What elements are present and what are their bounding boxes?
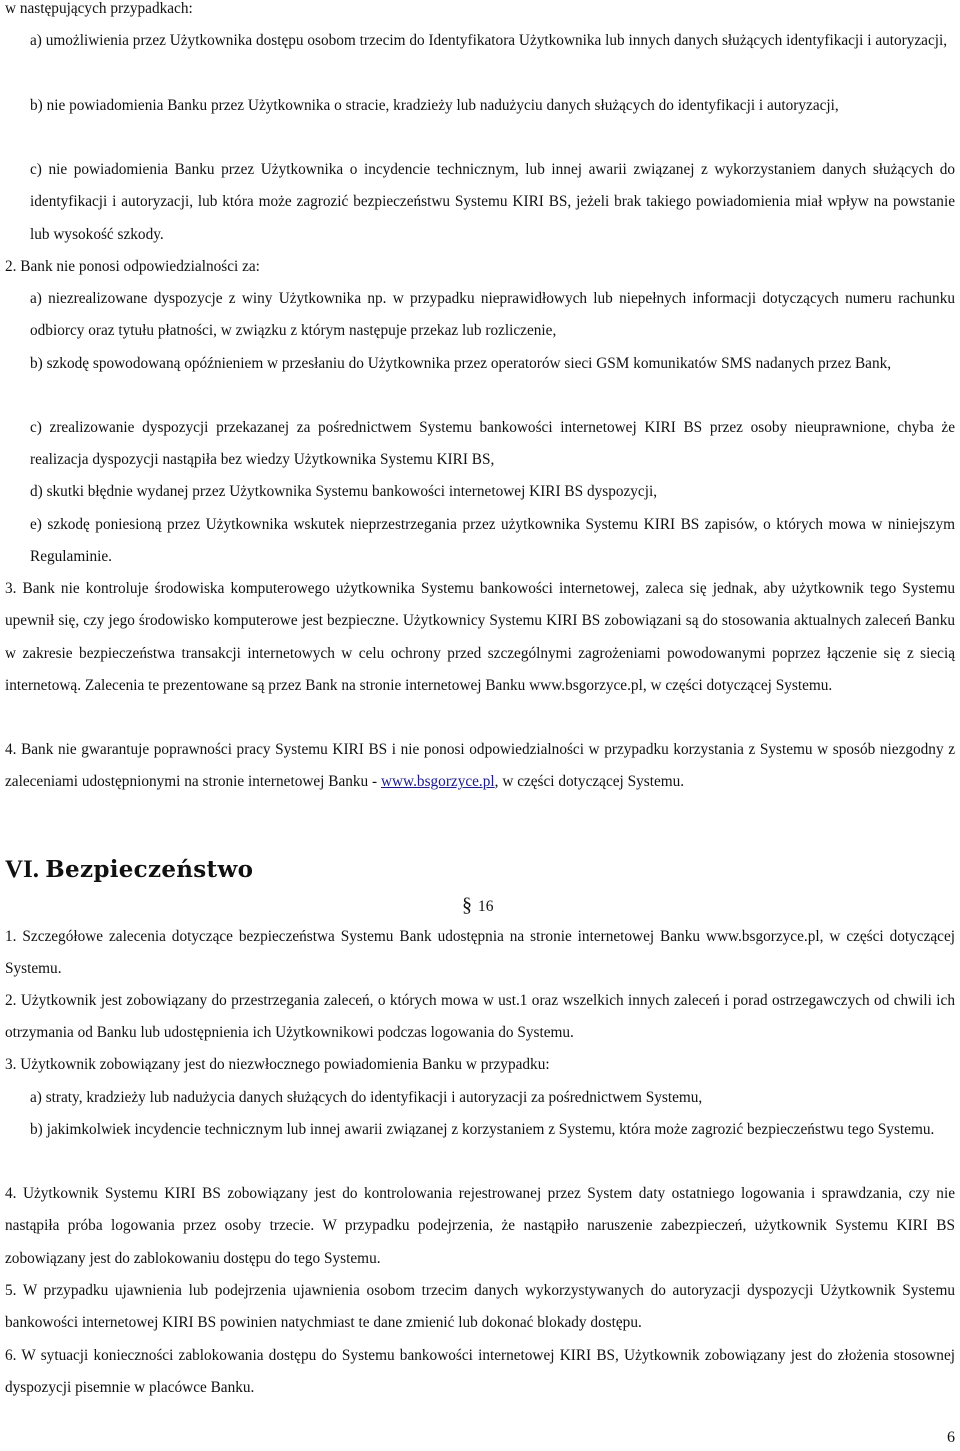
section-list-item-a: a) straty, kradzieży lub nadużycia danych służących do identyfikacji i autoryzacji za pośrednictwem Systemu, [30,1089,703,1106]
page-number: 6 [947,1429,955,1446]
paragraph-4-text: 4. Bank nie gwarantuje poprawności pracy Systemu KIRI BS i nie ponosi odpowiedzialności w przypadku korzystania z Systemu w sposób niezgodny z zaleceniami udostępnionymi na stronie internetowej Banku - [5,741,955,791]
list-item-2c: c) zrealizowanie dyspozycji przekazanej za pośrednictwem Systemu bankowości internetowej KIRI BS przez osoby nieuprawnione, chyba że realizacja dyspozycji nastąpiła bez wiedzy Użytkownika Systemu KIRI BS, [30,419,955,469]
section-list-item-b: b) jakimkolwiek incydencie technicznym lub innej awarii związanej z korzystaniem z Systemu, która może zagrozić bezpieczeństwu tego Systemu. [30,1121,935,1138]
section-paragraph-2: 2. Użytkownik jest zobowiązany do przestrzegania zaleceń, o których mowa w ust.1 oraz wszelkich innych zaleceń i porad ostrzegawczych od chwili ich otrzymania od Banku lub udostępnienia ich Użytkownikowi podczas logowania do Systemu. [5,992,955,1042]
list-item-2d: d) skutki błędnie wydanej przez Użytkownika Systemu bankowości internetowej KIRI BS dyspozycji, [30,483,658,500]
bank-website-link[interactable]: www.bsgorzyce.pl [380,773,495,791]
paragraph-2: 2. Bank nie ponosi odpowiedzialności za: [5,258,260,275]
list-item-b: b) nie powiadomienia Banku przez Użytkownika o stracie, kradzieży lub nadużyciu danych służących do identyfikacji i autoryzacji, [30,97,839,114]
list-item-2a: a) niezrealizowane dyspozycje z winy Użytkownika np. w przypadku nieprawidłowych lub niepełnych informacji dotyczących numeru rachunku odbiorcy oraz tytułu płatności, w związku z którym następuje przekaz lub rozliczenie, [30,290,955,340]
paragraph-intro: w następujących przypadkach: [5,0,193,17]
section-paragraph-1: 1. Szczegółowe zalecenia dotyczące bezpieczeństwa Systemu Bank udostępnia na stronie internetowej Banku www.bsgorzyce.pl, w części dotyczącej Systemu. [5,928,955,978]
section-paragraph-4: 4. Użytkownik Systemu KIRI BS zobowiązany jest do kontrolowania rejestrowanej przez System daty ostatniego logowania i sprawdzania, czy nie nastąpiła próba logowania przez osoby trzecie. W przypadku podejrzenia, że nastąpiło naruszenie zabezpieczeń, użytkownik Systemu KIRI BS zobowiązany jest do zablokowaniu dostępu do tego Systemu. [5,1185,955,1267]
section-title: Bezpieczeństwo [45,856,254,883]
paragraph-4 [5,734,955,799]
list-item-a: a) umożliwienia przez Użytkownika dostępu osobom trzecim do Identyfikatora Użytkownika lub innych danych służących identyfikacji i autoryzacji, [30,32,948,49]
paragraph-3: 3. Bank nie kontroluje środowiska komputerowego użytkownika Systemu bankowości internetowej, zaleca się jednak, aby użytkownik tego Systemu upewnił się, czy jego środowisko komputerowe jest bezpieczne. Użytkownicy Systemu KIRI BS zobowiązani są do stosowania aktualnych zaleceń Banku w zakresie bezpieczeństwa transakcji internetowych w celu ochrony przed szczególnymi zagrożeniami powodowanymi poprzez łączenie się z siecią internetową. Zalecenia te prezentowane są przez Bank na stronie internetowej Banku www.bsgorzyce.pl, w części dotyczącej Systemu. [5,580,955,695]
section-paragraph-6: 6. W sytuacji konieczności zablokowania dostępu do Systemu bankowości internetowej KIRI BS, Użytkownik zobowiązany jest do złożenia stosownej dyspozycji pisemnie w placówce Banku. [5,1347,955,1397]
section-paragraph-3: 3. Użytkownik zobowiązany jest do niezwłocznego powiadomienia Banku w przypadku: [5,1056,550,1073]
paragraph-4-text-end: , w części dotyczącej Systemu. [494,773,685,791]
list-item-c: c) nie powiadomienia Banku przez Użytkownika o incydencie technicznym, lub innej awarii związanej z wykorzystaniem danych służących do identyfikacji i autoryzacji, lub która może zagrozić bezpieczeństwu Systemu KIRI BS, jeżeli brak takiego powiadomienia miał wpływ na powstanie lub wysokość szkody. [30,161,955,243]
section-sign: § [462,894,472,916]
section-paragraph-5: 5. W przypadku ujawnienia lub podejrzenia ujawnienia osobom trzecim danych wykorzystywanych do autoryzacji dyspozycji Użytkownik Systemu bankowości internetowej KIRI BS powinien natychmiast te dane zmienić lub dokonać blokady dostępu. [5,1282,955,1332]
paragraph-mark [462,891,494,921]
section-heading [5,852,253,888]
list-item-2e: e) szkodę poniesioną przez Użytkownika wskutek nieprzestrzegania przez użytkownika Systemu KIRI BS zapisów, o których mowa w niniejszym Regulaminie. [30,516,955,566]
paragraph-mark-number: 16 [478,898,494,915]
list-item-2b: b) szkodę spowodowaną opóźnieniem w przesłaniu do Użytkownika przez operatorów sieci GSM komunikatów SMS nadanych przez Bank, [30,355,892,372]
section-number: VI. [5,856,40,883]
